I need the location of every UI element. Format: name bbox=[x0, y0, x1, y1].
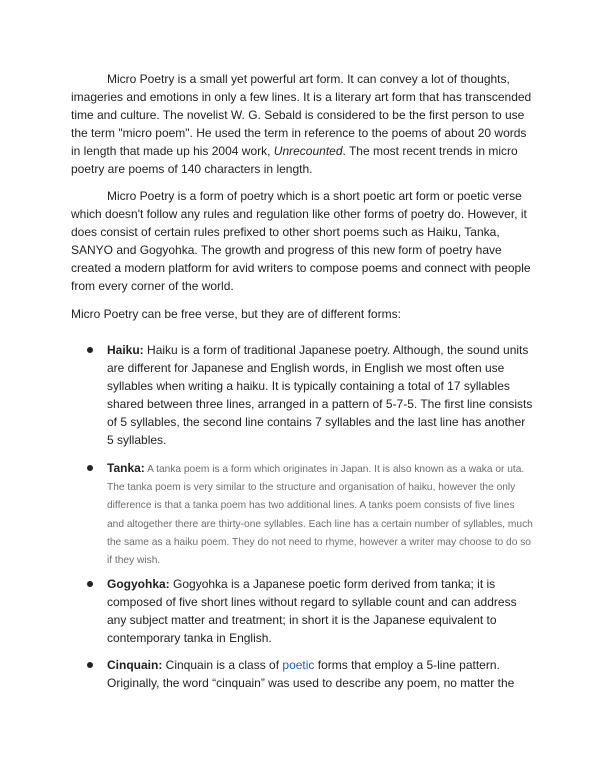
list-item-gogyohka bbox=[107, 575, 533, 647]
term-cinquain: Cinquain: bbox=[107, 658, 163, 672]
desc-cinquain-before: Cinquain is a class of bbox=[162, 658, 283, 672]
desc-haiku: Haiku is a form of traditional Japanese poetry. Although, the sound units are different for Japanese and English words, in English we most often use syllables when writing a haiku. It is typically containing a total of 17 syllables shared between three lines, arranged in a pattern of 5-7-5. The first line consists of 5 syllables, the second line contains 7 syllables and the last line has another 5 syllables. bbox=[107, 343, 533, 447]
forms-intro-paragraph: Micro Poetry can be free verse, but they are of different forms: bbox=[71, 307, 401, 321]
intro-italic-title: Unrecounted bbox=[273, 144, 343, 158]
poetic-link[interactable]: poetic bbox=[282, 658, 315, 672]
bullet-icon bbox=[87, 581, 93, 587]
intro-text-b: . The most recent trends in micro poetry are poems of 140 characters in length. bbox=[71, 144, 518, 176]
intro-text-a: Micro Poetry is a small yet powerful art form. It can convey a lot of thoughts, imageries and emotions in only a few lines. It is a literary art form that has transcended time and culture. The novelist W. G. Sebald is considered to be the first person to use the term "micro poem". He used the term in reference to the poems of about 20 words in length that made up his 2004 work, bbox=[71, 72, 532, 158]
bullet-icon bbox=[87, 347, 93, 353]
definition-paragraph bbox=[71, 187, 533, 295]
list-item-haiku bbox=[107, 341, 533, 449]
list-item-cinquain bbox=[107, 656, 533, 692]
term-haiku: Haiku: bbox=[107, 343, 144, 357]
term-tanka: Tanka: bbox=[107, 461, 145, 475]
desc-cinquain-after: forms that employ a 5-line pattern. Originally, the word “cinquain” was used to describe any poem, no matter the bbox=[107, 658, 515, 690]
bullet-icon bbox=[87, 465, 93, 471]
desc-gogyohka: Gogyohka is a Japanese poetic form derived from tanka; it is composed of five short lines without regard to syllable count and can address any subject matter and treatment; in short it is the Japanese equivalent to contemporary tanka in English. bbox=[107, 577, 517, 645]
desc-tanka: A tanka poem is a form which originates in Japan. It is also known as a waka or uta. The tanka poem is very similar to the structure and organisation of haiku, however the only difference is that a tanka poem has two additional lines. A tanks poem consists of five lines and altogether there are thirty-one syllables. Each line has a certain number of syllables, much the same as a haiku poem. They do not need to rhyme, however a writer may choose to do so if they wish. bbox=[107, 464, 533, 567]
bullet-icon bbox=[87, 662, 93, 668]
definition-text: Micro Poetry is a form of poetry which is a short poetic art form or poetic verse which doesn't follow any rules and regulation like other forms of poetry do. However, it does consist of certain rules prefixed to other short poems such as Haiku, Tanka, SANYO and Gogyohka. The growth and progress of this new form of poetry have created a modern platform for avid writers to compose poems and connect with people from every corner of the world. bbox=[71, 189, 531, 293]
intro-paragraph bbox=[71, 70, 533, 178]
list-item-tanka bbox=[107, 459, 533, 570]
term-gogyohka: Gogyohka: bbox=[107, 577, 170, 591]
